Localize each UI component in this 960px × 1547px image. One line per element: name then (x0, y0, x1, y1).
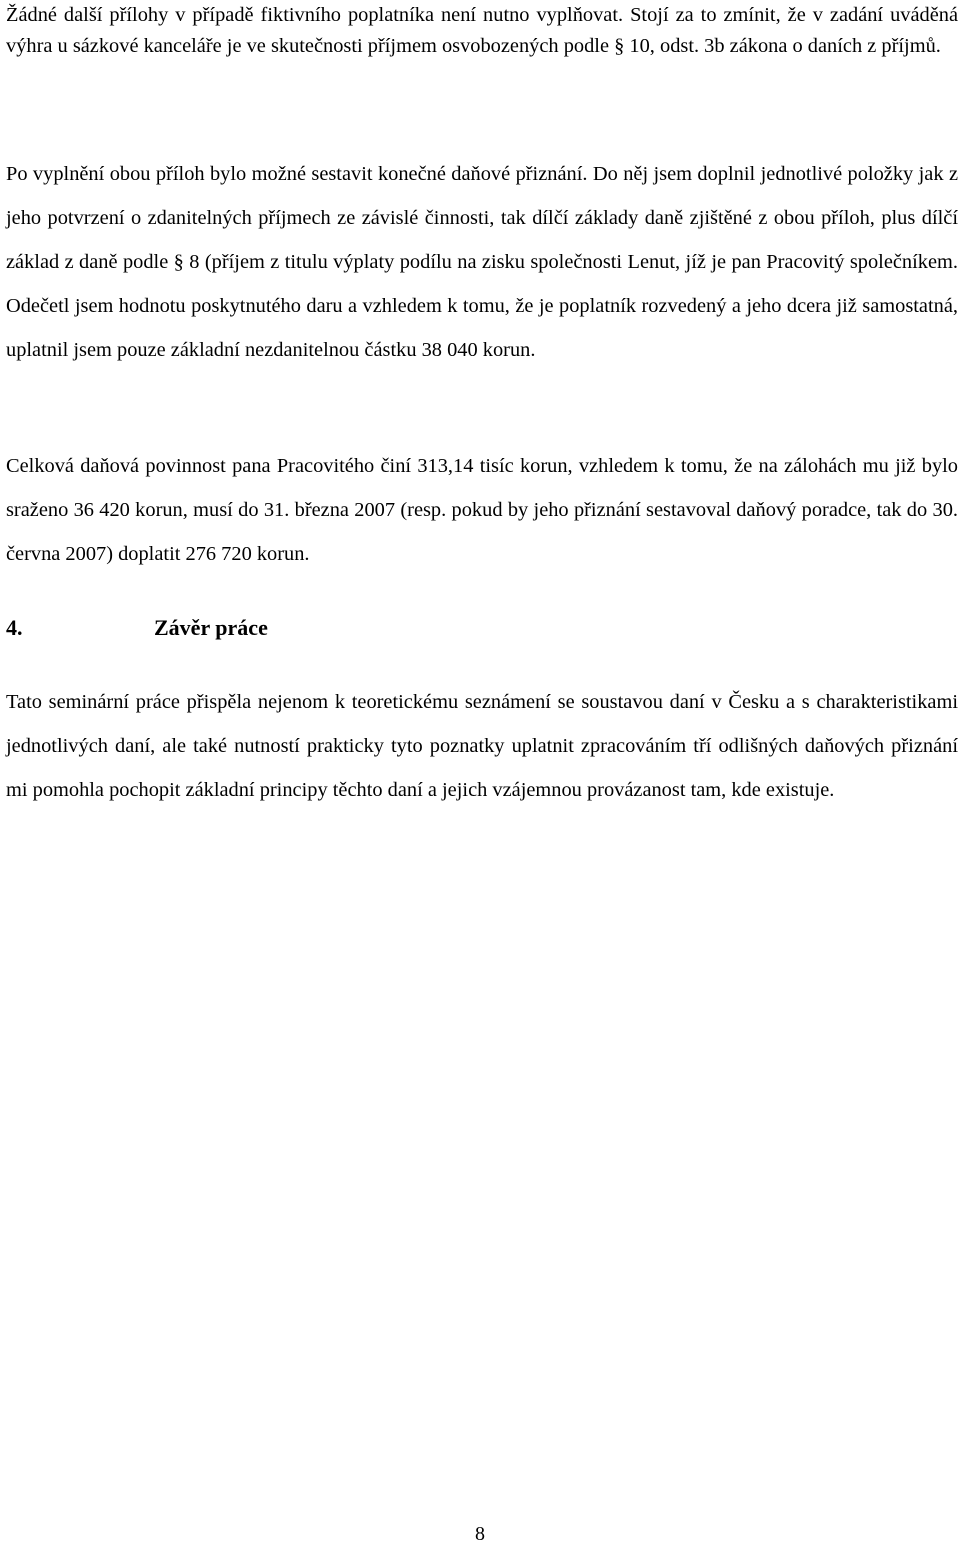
paragraph-tax-return: Po vyplnění obou příloh bylo možné sestavit konečné daňové přiznání. Do něj jsem doplnil jednotlivé položky jak z jeho potvrzení o zdanitelných příjmech ze závislé činnosti, tak dílčí základy daně zjištěné z obou příloh, plus dílčí základ z daně podle § 8 (příjem z titulu výplaty podílu na zisku společnosti Lenut, jíž je pan Pracovitý společníkem. Odečetl jsem hodnotu poskytnutého daru a vzhledem k tomu, že je poplatník rozvedený a jeho dcera již samostatná, uplatnil jsem pouze základní nezdanitelnou částku 38 040 korun. (6, 163, 958, 361)
page-number: 8 (475, 1523, 485, 1545)
section-number: 4. (6, 615, 23, 640)
paragraph-tax-liability: Celková daňová povinnost pana Pracovitého činí 313,14 tisíc korun, vzhledem k tomu, že na zálohách mu již bylo sraženo 36 420 korun, musí do 31. března 2007 (resp. pokud by jeho přiznání sestavoval daňový poradce, tak do 30. června 2007) doplatit 276 720 korun. (6, 455, 958, 565)
section-heading (6, 610, 268, 646)
section-title: Závěr práce (154, 615, 268, 640)
paragraph-conclusion: Tato seminární práce přispěla nejenom k teoretickému seznámení se soustavou daní v Česku a s charakteristikami jednotlivých daní, ale také nutností prakticky tyto poznatky uplatnit zpracováním tří odlišných daňových přiznání mi pomohla pochopit základní principy těchto daní a jejich vzájemnou provázanost tam, kde existuje. (6, 691, 958, 801)
paragraph-attachments: Žádné další přílohy v případě fiktivního poplatníka není nutno vyplňovat. Stojí za to zmínit, že v zadání uváděná výhra u sázkové kanceláře je ve skutečnosti příjmem osvobozených podle § 10, odst. 3b zákona o daních z příjmů. (6, 4, 958, 57)
